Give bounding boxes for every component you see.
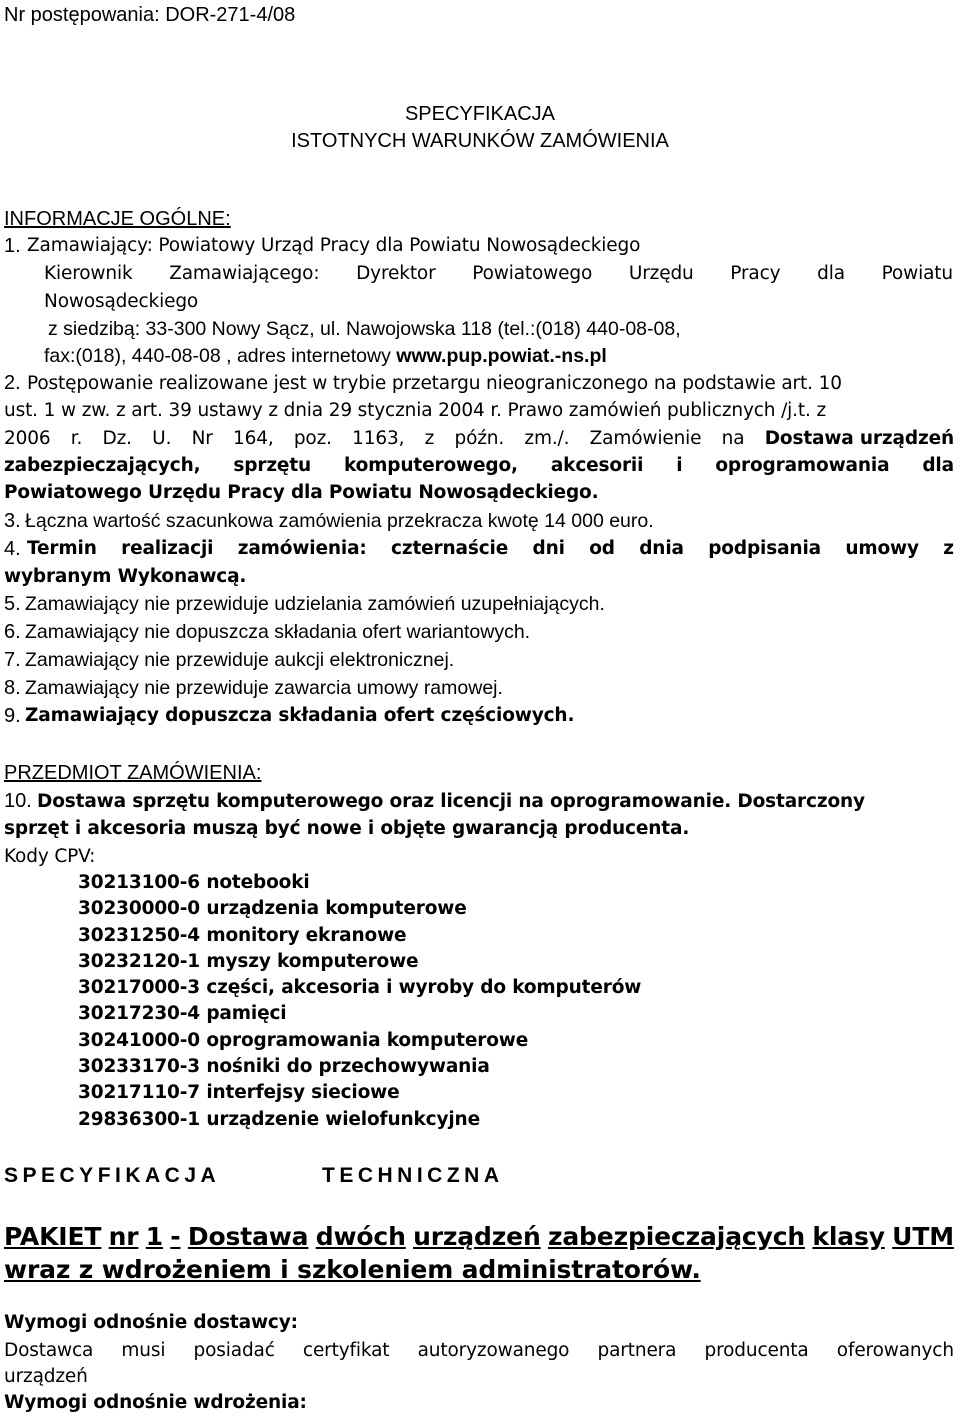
word: Dyrektor: [356, 263, 436, 284]
item-1-line-5: [44, 345, 607, 367]
item-1-number: 1.: [4, 235, 21, 257]
item-2-line-5: Powiatowego Urzędu Pracy dla Powiatu Nowosądeckiego.: [4, 482, 599, 503]
word: na: [721, 428, 745, 449]
word: Urzędu: [628, 263, 694, 284]
word: dla: [922, 455, 954, 476]
item-5-number: 5.: [4, 593, 21, 615]
supplier-requirements-heading: Wymogi odnośnie dostawcy:: [4, 1312, 298, 1333]
item-8-text: Zamawiający nie przewiduje zawarcia umowy ramowej.: [25, 677, 503, 699]
spec-heading-word-2: TECHNICZNA: [322, 1164, 504, 1187]
word: poz.: [293, 428, 332, 449]
word: Powiatu: [881, 263, 953, 284]
word: zabezpieczających,: [4, 455, 201, 476]
word: -: [170, 1222, 181, 1251]
contact-text: fax:(018), 440-08-08 , adres internetowy: [44, 345, 397, 367]
supplier-requirements-line-1: [4, 1340, 954, 1362]
item-1-line-4: z siedzibą: 33-300 Nowy Sącz, ul. Nawojowska 118 (tel.:(018) 440-08-08,: [48, 318, 681, 340]
item-3-text: Łączna wartość szacunkowa zamówienia przekracza kwotę 14 000 euro.: [25, 510, 654, 532]
word: r.: [70, 428, 83, 449]
word: dnia: [639, 538, 684, 559]
word: czternaście: [391, 538, 509, 559]
word: partnera: [597, 1340, 677, 1361]
item-2-number: 2.: [4, 372, 21, 394]
item-10-line-2: sprzęt i akcesoria muszą być nowe i objęte gwarancją producenta.: [4, 818, 690, 839]
word: komputerowego,: [343, 455, 518, 476]
bold-phrase: Dostawa urządzeń: [764, 428, 954, 449]
supplier-requirements-line-2: urządzeń: [4, 1366, 88, 1387]
item-2-line-1: Postępowanie realizowane jest w trybie przetargu nieograniczonego na podstawie art. 10: [27, 373, 842, 394]
item-5-text: Zamawiający nie przewiduje udzielania zamówień uzupełniających.: [25, 593, 605, 615]
deployment-requirements-heading: Wymogi odnośnie wdrożenia:: [4, 1392, 307, 1413]
word: zabezpieczających: [547, 1222, 806, 1251]
item-2-line-3: [4, 428, 954, 450]
word: urządzeń: [413, 1222, 541, 1251]
package-line-1: [4, 1222, 954, 1252]
word: realizacji: [121, 538, 214, 559]
word: 2006: [4, 428, 51, 449]
word: autoryzowanego: [417, 1340, 570, 1361]
word: Nr: [191, 428, 213, 449]
cpv-code: 30241000-0 oprogramowania komputerowe: [78, 1030, 529, 1051]
word: musi: [121, 1340, 166, 1361]
word: Zamawiającego:: [169, 263, 320, 284]
item-8-number: 8.: [4, 677, 21, 699]
item-7-number: 7.: [4, 649, 21, 671]
spec-heading-word-1: SPECYFIKACJA: [4, 1164, 221, 1187]
word: dni: [532, 538, 565, 559]
word: i: [676, 455, 683, 476]
word: Dostawca: [4, 1340, 94, 1361]
website-link[interactable]: www.pup.powiat.-ns.pl: [396, 345, 607, 367]
item-2-line-2: ust. 1 w zw. z art. 39 ustawy z dnia 29 stycznia 2004 r. Prawo zamówień publicznych /j.t. z: [4, 400, 827, 421]
word: z: [424, 428, 435, 449]
word: Termin: [27, 538, 97, 559]
word: 1: [145, 1222, 163, 1251]
word: UTM: [892, 1222, 954, 1251]
cpv-code: 29836300-1 urządzenie wielofunkcyjne: [78, 1109, 480, 1130]
cpv-code: 30231250-4 monitory ekranowe: [78, 925, 407, 946]
word: oprogramowania: [715, 455, 890, 476]
word: PAKIET: [4, 1222, 102, 1251]
word: Dostawa: [187, 1222, 309, 1251]
item-3-number: 3.: [4, 510, 21, 532]
item-1-line-2: [44, 263, 953, 285]
word: Dz.: [102, 428, 132, 449]
case-number: Nr postępowania: DOR-271-4/08: [4, 4, 296, 26]
word: klasy: [812, 1222, 885, 1251]
word: 1163,: [352, 428, 405, 449]
word: sprzętu: [233, 455, 312, 476]
item-10-number: 10.: [4, 790, 32, 812]
cpv-code: 30217110-7 interfejsy sieciowe: [78, 1082, 400, 1103]
item-1-line-3: Nowosądeckiego: [44, 291, 199, 312]
item-1-line-1: Zamawiający: Powiatowy Urząd Pracy dla Powiatu Nowosądeckiego: [27, 235, 641, 256]
word: certyfikat: [302, 1340, 390, 1361]
word: Kierownik: [44, 263, 133, 284]
cpv-code: 30213100-6 notebooki: [78, 872, 310, 893]
word: zm./.: [524, 428, 570, 449]
cpv-code: 30230000-0 urządzenia komputerowe: [78, 898, 467, 919]
word: posiadać: [193, 1340, 275, 1361]
word: U.: [152, 428, 172, 449]
word: Pracy: [730, 263, 781, 284]
general-heading: INFORMACJE OGÓLNE:: [4, 208, 231, 230]
item-7-text: Zamawiający nie przewiduje aukcji elektronicznej.: [25, 649, 455, 671]
item-4-line-2: wybranym Wykonawcą.: [4, 566, 247, 587]
word: umowy: [845, 538, 919, 559]
item-9-number: 9.: [4, 705, 21, 727]
word: podpisania: [708, 538, 821, 559]
cpv-code: 30232120-1 myszy komputerowe: [78, 951, 419, 972]
cpv-code: 30233170-3 nośniki do przechowywania: [78, 1056, 490, 1077]
cpv-code: 30217000-3 części, akcesoria i wyroby do komputerów: [78, 977, 642, 998]
word: od: [589, 538, 615, 559]
subject-heading: PRZEDMIOT ZAMÓWIENIA:: [4, 762, 262, 784]
title-line-1: SPECYFIKACJA: [404, 103, 556, 125]
word: Zamówienie: [589, 428, 702, 449]
word: oferowanych: [836, 1340, 954, 1361]
word: Powiatowego: [472, 263, 593, 284]
item-9-text: Zamawiający dopuszcza składania ofert częściowych.: [25, 705, 575, 726]
item-4-line-1: [27, 538, 954, 560]
word: dla: [817, 263, 845, 284]
title-line-2: ISTOTNYCH WARUNKÓW ZAMÓWIENIA: [291, 130, 669, 152]
word: zamówienia:: [237, 538, 367, 559]
item-6-text: Zamawiający nie dopuszcza składania ofert wariantowych.: [25, 621, 531, 643]
word: producenta: [704, 1340, 809, 1361]
word: późn.: [454, 428, 505, 449]
word: nr: [108, 1222, 139, 1251]
cpv-code: 30217230-4 pamięci: [78, 1003, 287, 1024]
package-line-2: wraz z wdrożeniem i szkoleniem administratorów.: [4, 1255, 701, 1284]
item-4-number: 4.: [4, 538, 21, 560]
item-10-line-1: Dostawa sprzętu komputerowego oraz licencji na oprogramowanie. Dostarczony: [37, 791, 865, 812]
item-6-number: 6.: [4, 621, 21, 643]
word: z: [943, 538, 954, 559]
word: akcesorii: [550, 455, 644, 476]
word: 164,: [232, 428, 274, 449]
item-2-line-4: [4, 455, 954, 477]
cpv-label: Kody CPV:: [4, 846, 96, 867]
word: dwóch: [315, 1222, 406, 1251]
